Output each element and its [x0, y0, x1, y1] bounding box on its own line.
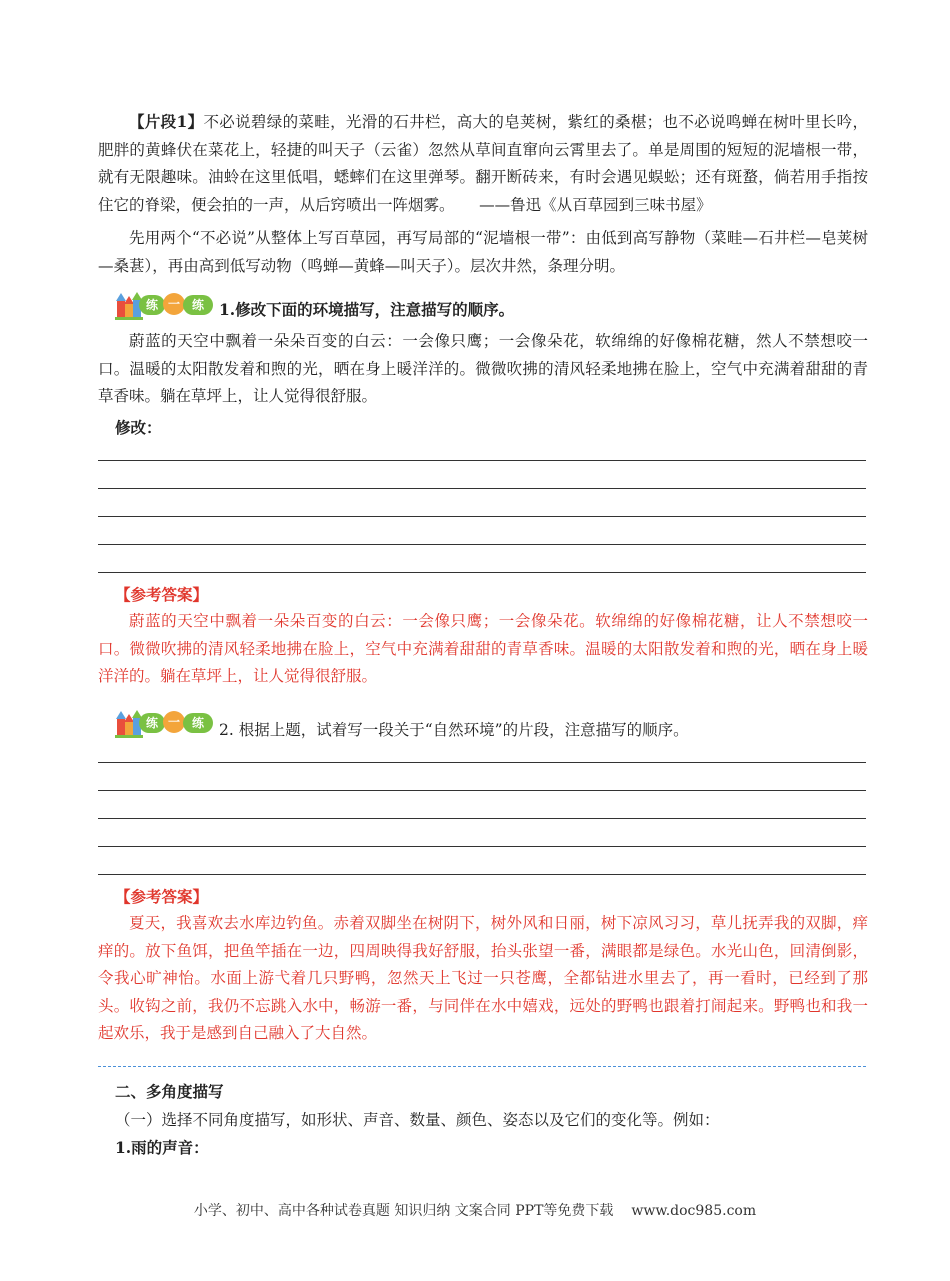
q2-answer: 夏天，我喜欢去水库边钓鱼。赤着双脚坐在树阴下，树外风和日丽，树下凉风习习，草儿抚弄我的双脚，痒痒的。放下鱼饵，把鱼竿插在一边，四周映得我好舒服，抬头张望一番，满眼都是绿色。水光山色，回清倒影，令我心旷神怡。水面上游弋着几只野鸭，忽然天上飞过一只苍鹰，全都钻进水里去了，再一看时，已经到了那头。收钩之前，我仍不忘跳入水中，畅游一番，与同伴在水中嬉戏，远处的野鸭也跟着打闹起来。野鸭也和我一起欢乐，我于是感到自己融入了大自然。 [98, 914, 868, 1042]
excerpt-text: 不必说碧绿的菜畦，光滑的石井栏，高大的皂荚树，紫红的桑椹；也不必说鸣蝉在树叶里长吟，肥胖的黄蜂伏在菜花上，轻捷的叫天子（云雀）忽然从草间直窜向云霄里去了。单是周围的短短的泥墙根一带，就有无限趣味。油蛉在这里低唱，蟋蟀们在这里弹琴。翻开断砖来，有时会遇见蜈蚣；还有斑蝥，倘若用手指按住它的脊梁，便会拍的一声，从后窍喷出一阵烟雾。 [98, 113, 868, 214]
footer-text: 小学、初中、高中各种试卷真题 知识归纳 文案合同 PPT等免费下载 [193, 1203, 614, 1219]
answer-line[interactable] [98, 874, 866, 875]
answer-line[interactable] [98, 846, 866, 847]
q1-answer-label: 【参考答案】 [115, 585, 209, 604]
badge-char-1: 练 [139, 713, 165, 733]
section2-intro: （一）选择不同角度描写，如形状、声音、数量、颜色、姿态以及它们的变化等。例如： [115, 1111, 720, 1129]
answer-line[interactable] [98, 818, 866, 819]
section2-title: 二、多角度描写 [115, 1082, 224, 1101]
badge-char-3: 练 [183, 295, 213, 315]
page-footer [0, 1200, 950, 1220]
q2-answer-label: 【参考答案】 [115, 887, 209, 906]
excerpt-source: ——鲁迅《从百草园到三味书屋》 [479, 195, 712, 214]
answer-line[interactable] [98, 790, 866, 791]
answer-line[interactable] [98, 460, 866, 461]
footer-url[interactable]: www.doc985.com [631, 1203, 757, 1219]
answer-line[interactable] [98, 762, 866, 763]
q1-title: 1.修改下面的环境描写，注意描写的顺序。 [219, 300, 515, 319]
practice-badge [115, 706, 215, 738]
section-divider [98, 1066, 866, 1067]
answer-line[interactable] [98, 516, 866, 517]
badge-char-3: 练 [183, 713, 213, 733]
q2-title: 2. 根据上题，试着写一段关于“自然环境”的片段，注意描写的顺序。 [219, 721, 689, 739]
excerpt-paragraph [98, 108, 868, 219]
q1-answer: 蔚蓝的天空中飘着一朵朵百变的白云：一会像只鹰；一会像朵花。软绵绵的好像棉花糖，让人不禁想咬一口。微微吹拂的清风轻柔地拂在脸上，空气中充满着甜甜的青草香味。温暖的太阳散发着和煦的光，晒在身上暖洋洋的。躺在草坪上，让人觉得很舒服。 [98, 612, 868, 685]
answer-line[interactable] [98, 544, 866, 545]
analysis-paragraph: 先用两个“不必说”从整体上写百草园，再写局部的“泥墙根一带”：由低到高写静物（菜畦—石井栏—皂荚树—桑葚），再由高到低写动物（鸣蝉—黄蜂—叫天子）。层次井然，条理分明。 [98, 229, 868, 275]
badge-char-1: 练 [139, 295, 165, 315]
practice-badge [115, 288, 215, 320]
q1-answer-lines [98, 460, 866, 600]
answer-line[interactable] [98, 488, 866, 489]
badge-char-2: 一 [163, 711, 185, 733]
q2-answer-lines [98, 762, 866, 902]
q1-text: 蔚蓝的天空中飘着一朵朵百变的白云：一会像只鹰；一会像朵花，软绵绵的好像棉花糖，然人不禁想咬一口。温暖的太阳散发着和煦的光，晒在身上暖洋洋的。微微吹拂的清风轻柔地拂在脸上，空气中充满着甜甜的青草香味。躺在草坪上，让人觉得很舒服。 [98, 332, 868, 405]
section2-sub: 1.雨的声音： [115, 1138, 209, 1157]
excerpt-label: 【片段1】 [129, 112, 204, 131]
badge-char-2: 一 [163, 293, 185, 315]
edit-label: 修改： [115, 418, 162, 437]
answer-line[interactable] [98, 572, 866, 573]
